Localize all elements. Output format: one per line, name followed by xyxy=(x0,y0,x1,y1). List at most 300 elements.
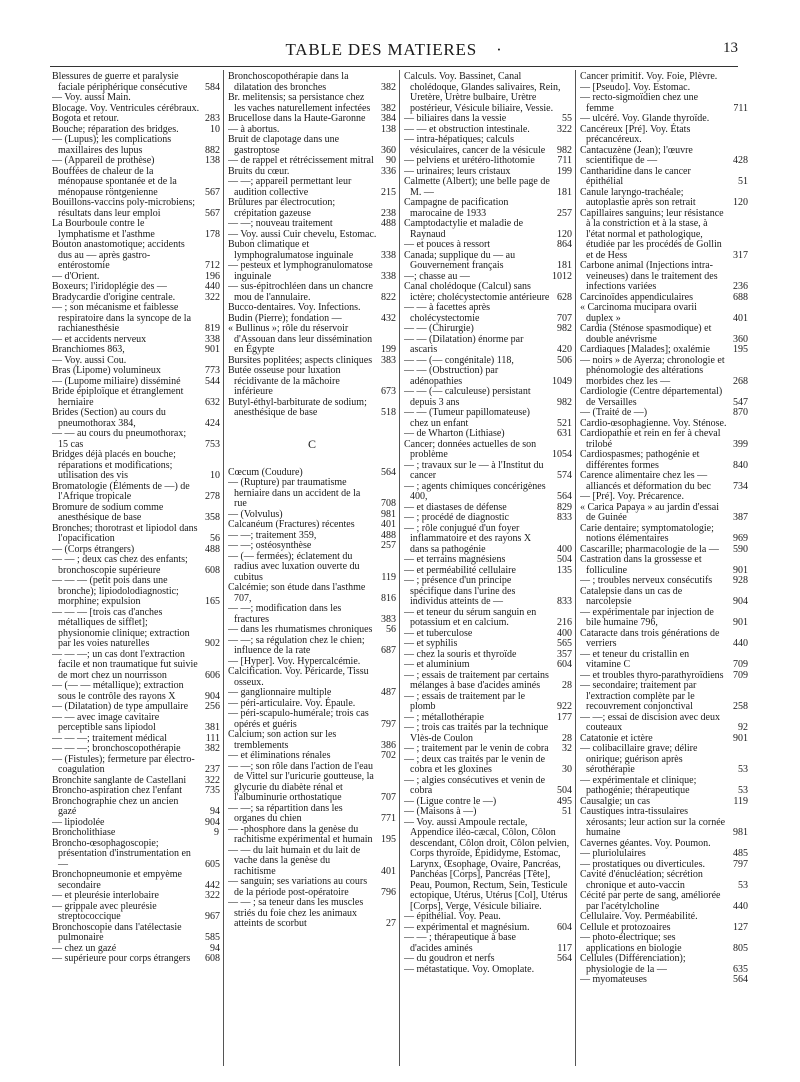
entry-text: — lipiodolée xyxy=(52,816,105,828)
index-entry xyxy=(580,587,748,608)
entry-text: Cardiopathie et rein en fer à cheval trilobé xyxy=(580,428,721,450)
entry-page-number: 712 xyxy=(205,260,220,271)
entry-page-number: 564 xyxy=(381,466,396,478)
index-entry xyxy=(404,461,572,482)
entry-text: — prostatiques ou diverticules. xyxy=(580,858,705,870)
index-entry xyxy=(404,723,572,744)
entry-text: Cœcum (Coudure) xyxy=(228,466,303,478)
entry-text: — et éliminations rénales xyxy=(228,750,331,761)
entry-page-number: 382 xyxy=(381,81,396,93)
index-entry xyxy=(228,135,396,156)
entry-page-number: 195 xyxy=(733,344,748,355)
entry-text: — ; traitement par le venin de cobra xyxy=(404,743,549,754)
index-entry xyxy=(404,576,572,608)
index-entry xyxy=(404,366,572,387)
entry-text: Bridges déjà placés en bouche; réparations et modifications; utilisation des vis xyxy=(52,449,176,481)
index-entry xyxy=(52,450,220,482)
entry-page-number: 322 xyxy=(205,890,220,901)
index-entry xyxy=(52,650,220,682)
index-entry xyxy=(580,933,748,954)
entry-text: — — — (petit pois dans une bronche); lipiodolodiagnostic; morphine; expulsion xyxy=(52,575,179,607)
index-entry xyxy=(52,902,220,923)
entry-page-number: 901 xyxy=(733,617,748,628)
entry-text: — Voy. aussi Main. xyxy=(52,92,131,103)
index-entry xyxy=(228,636,396,657)
index-entry xyxy=(580,503,748,524)
index-entry xyxy=(404,755,572,776)
entry-page-number: 357 xyxy=(557,648,572,660)
entry-page-number: 544 xyxy=(205,375,220,387)
entry-text: Bouffées de chaleur de la ménopause spontanée et de la ménopause röntgenienne xyxy=(52,165,177,198)
entry-page-number: 400 xyxy=(557,627,572,639)
entry-page-number: 707 xyxy=(557,312,572,324)
entry-text: Bras (Lipome) volumineux xyxy=(52,365,161,376)
entry-text: — et pouces à ressort xyxy=(404,239,491,250)
entry-text: La Bourboule contre le lymphatisme et l'asthme xyxy=(52,218,155,240)
index-entry xyxy=(404,387,572,408)
entry-page-number: 564 xyxy=(557,491,572,502)
index-entry xyxy=(580,975,748,986)
entry-text: Calmette (Albert); une belle page de M. — xyxy=(404,176,550,198)
index-entry xyxy=(52,72,220,93)
entry-page-number: 278 xyxy=(205,491,220,502)
entry-page-number: 317 xyxy=(733,249,748,261)
entry-text: — — (— congénitale) 118, xyxy=(404,354,514,366)
entry-text: Calculs. Voy. Bassinet, Canal cholédoque, Glandes salivaires, Rein, Uretère, Urètre bulbaire, Urètre postérieur, Vésicule biliaire, Vessie. xyxy=(404,72,561,114)
entry-text: — ; troubles nerveux consécutifs xyxy=(580,575,713,586)
entry-text: — expérimentale par injection de bile humaine 796, xyxy=(580,606,714,628)
index-entry xyxy=(580,524,748,545)
entry-text: — — (Obstruction) par adénopathies xyxy=(404,365,499,387)
entry-text: Cellulaire. Voy. Perméabilité. xyxy=(580,911,698,922)
index-entry xyxy=(580,471,748,492)
entry-text: Cantacuzène (Jean); l'œuvre scientifique de — xyxy=(580,144,693,166)
entry-text: Boxeurs; l'iridoplégie des — xyxy=(52,281,167,292)
index-entry xyxy=(228,667,396,688)
entry-page-number: 30 xyxy=(562,764,572,775)
entry-page-number: 268 xyxy=(733,375,748,387)
entry-text: — —; sa régulation chez le chien; influence de la rate xyxy=(228,634,365,656)
entry-page-number: 90 xyxy=(386,155,396,166)
index-entry xyxy=(404,692,572,713)
entry-page-number: 488 xyxy=(205,543,220,555)
entry-text: Cardiologie (Centre départemental) de Versailles xyxy=(580,386,723,408)
index-entry xyxy=(52,503,220,524)
index-entry xyxy=(580,429,748,450)
entry-text: Cardia (Sténose spasmodique) et double anévrisme xyxy=(580,323,712,345)
index-entry xyxy=(228,825,396,846)
entry-page-number: 487 xyxy=(381,687,396,698)
entry-page-number: 796 xyxy=(381,886,396,898)
entry-page-number: 702 xyxy=(381,750,396,761)
entry-text: — (Dilatation) de type ampullaire xyxy=(52,701,189,712)
entry-page-number: 51 xyxy=(738,176,748,187)
entry-page-number: 53 xyxy=(738,879,748,891)
entry-text: — myomateuses xyxy=(580,974,647,985)
entry-page-number: 199 xyxy=(381,344,396,355)
entry-text: Br. melitensis; sa persistance chez les vaches naturellement infectées xyxy=(228,92,371,114)
entry-page-number: 381 xyxy=(205,722,220,733)
entry-text: Brûlures par électrocution; crépitation gazeuse xyxy=(228,197,336,219)
entry-page-number: 27 xyxy=(386,918,396,929)
index-entry xyxy=(52,713,220,734)
entry-text: Bogota et retour. xyxy=(52,113,119,124)
index-entry xyxy=(580,93,748,114)
entry-page-number: 564 xyxy=(557,953,572,964)
index-entry xyxy=(404,608,572,629)
entry-text: — —; sa répartition dans les organes du chien xyxy=(228,802,343,824)
entry-text: Canule laryngo-trachéale; autoplastie après son retrait xyxy=(580,186,696,208)
entry-text: — —; ostéosynthèse xyxy=(228,540,312,551)
index-entry xyxy=(228,898,396,930)
entry-page-number: 771 xyxy=(381,813,396,824)
index-entry xyxy=(404,671,572,692)
entry-text: — supérieure pour corps étrangers xyxy=(52,953,191,964)
entry-page-number: 120 xyxy=(733,197,748,208)
index-entry xyxy=(52,923,220,944)
entry-text: — —; essai de discision avec deux couteaux xyxy=(580,711,720,733)
index-entry xyxy=(228,478,396,510)
entry-page-number: 440 xyxy=(733,900,748,912)
entry-page-number: 1049 xyxy=(552,375,572,387)
entry-page-number: 442 xyxy=(205,879,220,891)
entry-text: Cancer; données actuelles de son problème xyxy=(404,438,537,460)
entry-text: — —; son rôle dans l'action de l'eau de Vittel sur l'uricurie goutteuse, la glycurie du diabète rénal et l'albuminurie orthostatique xyxy=(228,760,374,803)
index-entry xyxy=(228,604,396,625)
index-entry xyxy=(228,552,396,584)
entry-text: Budin (Pierre); fondation — xyxy=(228,312,342,324)
entry-text: Butyl-éthyl-barbiturate de sodium; anesthésique de base xyxy=(228,396,367,418)
index-entry xyxy=(404,818,572,913)
entry-page-number: 336 xyxy=(381,165,396,177)
entry-page-number: 819 xyxy=(205,323,220,334)
section-letter: C xyxy=(307,436,316,451)
index-entry xyxy=(228,762,396,804)
entry-page-number: 969 xyxy=(733,533,748,544)
index-column-4 xyxy=(580,72,748,986)
entry-page-number: 138 xyxy=(381,123,396,135)
entry-page-number: 432 xyxy=(381,312,396,324)
index-entry xyxy=(404,408,572,429)
entry-page-number: 604 xyxy=(557,921,572,933)
index-entry xyxy=(52,219,220,240)
entry-text: — ; procédé de diagnostic xyxy=(404,512,509,523)
entry-page-number: 982 xyxy=(557,396,572,408)
entry-page-number: 711 xyxy=(733,102,748,114)
entry-text: Cancer primitif. Voy. Foie, Plèvre. xyxy=(580,72,718,82)
entry-page-number: 753 xyxy=(205,438,220,450)
entry-text: Cancéreux [Pré]. Voy. États précancéreux. xyxy=(580,123,691,145)
entry-page-number: 864 xyxy=(557,239,572,250)
entry-page-number: 32 xyxy=(562,743,572,754)
index-entry xyxy=(580,744,748,776)
index-entry xyxy=(228,177,396,198)
entry-text: Butée osseuse pour luxation récidivante de la mâchoire inférieure xyxy=(228,365,341,397)
page-title xyxy=(50,40,738,60)
entry-text: Calcanéum (Fractures) récentes xyxy=(228,519,355,530)
entry-text: — ganglionnaire multiple xyxy=(228,687,332,698)
entry-page-number: 258 xyxy=(733,701,748,712)
entry-text: — (Rupture) par traumatisme herniaire dans un accident de la rue xyxy=(228,477,361,509)
entry-page-number: 504 xyxy=(557,554,572,565)
entry-page-number: 51 xyxy=(562,806,572,817)
entry-text: — ; rôle conjugué d'un foyer inflammatoire et des rayons X dans sa pathogénie xyxy=(404,522,532,555)
entry-page-number: 322 xyxy=(557,123,572,135)
index-entry xyxy=(580,608,748,629)
entry-page-number: 215 xyxy=(381,186,396,198)
index-entry xyxy=(228,846,396,878)
entry-text: Castration dans la grossesse et folliculine xyxy=(580,554,702,576)
entry-text: — —; traitement 359, xyxy=(228,529,317,541)
entry-page-number: 10 xyxy=(210,470,220,481)
index-entry xyxy=(52,240,220,272)
index-entry xyxy=(580,209,748,262)
entry-text: « Bullinus »; rôle du réservoir d'Assouan dans leur dissémination en Égypte xyxy=(228,323,373,355)
entry-text: Cataracte dans trois générations de verriers xyxy=(580,627,720,649)
entry-page-number: 420 xyxy=(557,344,572,355)
entry-text: — — à facettes après cholécystectomie xyxy=(404,302,491,324)
index-entry xyxy=(580,146,748,167)
entry-page-number: 734 xyxy=(733,480,748,492)
entry-text: Campagne de pacification marocaine de 1933 xyxy=(404,197,509,219)
entry-page-number: 816 xyxy=(381,592,396,604)
entry-page-number: 383 xyxy=(381,354,396,366)
entry-page-number: 400 xyxy=(557,543,572,555)
entry-page-number: 382 xyxy=(381,102,396,114)
index-entry xyxy=(52,408,220,429)
index-entry xyxy=(52,135,220,156)
index-entry xyxy=(580,167,748,188)
entry-text: — — ; deux cas chez des enfants; bronchoscopie supérieure xyxy=(52,554,188,576)
entry-text: — ; essais de traitement par le plomb xyxy=(404,690,526,712)
entry-page-number: 901 xyxy=(205,344,220,355)
index-entry xyxy=(52,755,220,776)
index-column-2 xyxy=(228,72,396,930)
entry-text: — et terrains magnésiens xyxy=(404,554,506,565)
entry-text: — ; travaux sur le — à l'Institut du cancer xyxy=(404,459,544,481)
entry-text: — (Maisons à —) xyxy=(404,806,477,817)
entry-text: Carie dentaire; symptomatologie; notions élémentaires xyxy=(580,522,714,544)
entry-page-number: 635 xyxy=(733,963,748,975)
entry-page-number: 735 xyxy=(205,785,220,796)
index-entry xyxy=(580,188,748,209)
entry-page-number: 10 xyxy=(210,123,220,135)
index-entry xyxy=(580,356,748,388)
entry-page-number: 608 xyxy=(205,564,220,576)
entry-text: — ; agents chimiques concérigènes 400, xyxy=(404,480,546,502)
entry-page-number: 119 xyxy=(381,571,396,583)
index-entry xyxy=(52,839,220,871)
entry-text: —; chasse au — xyxy=(404,270,470,282)
index-entry xyxy=(52,608,220,650)
entry-page-number: 585 xyxy=(205,932,220,943)
entry-page-number: 238 xyxy=(381,207,396,219)
entry-page-number: 688 xyxy=(733,291,748,303)
entry-page-number: 199 xyxy=(557,165,572,177)
entry-text: — et syphilis xyxy=(404,638,458,649)
entry-text: — biliaires dans la vessie xyxy=(404,113,507,124)
entry-page-number: 632 xyxy=(205,396,220,408)
entry-text: — Voy. aussi Ampoule rectale, Appendice iléo-cæcal, Côlon, Côlon descendant, Côlon droit, Côlon pelvien, Corps thyroïde, Épididyme, Estomac, Larynx, Œsophage, Ovaire, Pancréas, Panchéas [Corps], Pancréas [Tête], Peau, Poumon, Rectum, Sein, Testicule ectopique, Utérus, Utérus [Col], Utérus [Corps], Verge, Vésicule biliaire. xyxy=(404,816,570,912)
index-entry xyxy=(228,398,396,419)
entry-text: — et teneur du cristallin en vitamine C xyxy=(580,648,690,670)
entry-page-number: 901 xyxy=(733,564,748,576)
entry-page-number: 138 xyxy=(205,155,220,166)
entry-text: Cécité par perte de sang, améliorée par l'acétylcholine xyxy=(580,890,721,912)
entry-text: Carence alimentaire chez les — alliancés et déformation du bec xyxy=(580,470,711,492)
entry-page-number: 797 xyxy=(381,718,396,730)
entry-text: — et diastases de défense xyxy=(404,501,507,513)
index-entry xyxy=(580,629,748,650)
index-entry xyxy=(228,72,396,93)
index-entry xyxy=(228,804,396,825)
entry-page-number: 428 xyxy=(733,155,748,166)
entry-text: Cellules (Différenciation); physiologie de la — xyxy=(580,953,686,975)
index-entry xyxy=(404,251,572,272)
entry-text: — d'Orient. xyxy=(52,270,100,282)
entry-text: — métastatique. Voy. Omoplate. xyxy=(404,963,535,975)
entry-text: — dans les rhumatismes chroniques xyxy=(228,624,373,635)
entry-text: — et accidents nerveux xyxy=(52,333,147,345)
entry-text: « Carcinoma mucipara ovarii duplex » xyxy=(580,302,697,324)
entry-page-number: 360 xyxy=(733,333,748,345)
entry-text: — pesteux et lymphogranulomatose inguinale xyxy=(228,260,373,282)
entry-text: — — ; sa teneur dans les muscles striés du foie chez les animaux atteints de scorbut xyxy=(228,897,364,929)
entry-page-number: 488 xyxy=(381,529,396,541)
entry-page-number: 9 xyxy=(214,827,219,838)
entry-text: — sus-épitrochléen dans un chancre mou de l'annulaire. xyxy=(228,281,373,303)
entry-page-number: 386 xyxy=(381,739,396,751)
entry-text: Branchiomes 863, xyxy=(52,344,125,355)
entry-page-number: 904 xyxy=(733,596,748,607)
entry-page-number: 237 xyxy=(205,764,220,775)
index-entry xyxy=(404,482,572,503)
entry-text: Broncho-aspiration chez l'enfant xyxy=(52,785,183,796)
entry-text: Bubon climatique et lymphogralumatose inguinale xyxy=(228,239,354,261)
entry-text: Bouillons-vaccins poly-microbiens; résultats dans leur emploi xyxy=(52,197,196,219)
index-entry xyxy=(228,261,396,282)
entry-text: Bromatologie (Éléments de —) de l'Afrique tropicale xyxy=(52,480,190,502)
entry-text: Cellule et protozoaires xyxy=(580,921,671,933)
entry-text: — chez la souris et thyroïde xyxy=(404,648,517,660)
entry-page-number: 574 xyxy=(557,470,572,481)
entry-page-number: 673 xyxy=(381,386,396,397)
index-entry xyxy=(228,709,396,730)
entry-page-number: 504 xyxy=(557,785,572,796)
entry-text: — Voy. aussi Cou. xyxy=(52,354,127,366)
entry-text: — — au cours du pneumothorax; 15 cas xyxy=(52,428,187,450)
index-entry xyxy=(404,198,572,219)
entry-text: Catatonie et ictère xyxy=(580,732,653,744)
entry-text: Bronchopneumonie et empyème secondaire xyxy=(52,869,182,891)
entry-text: — et tuberculose xyxy=(404,627,473,639)
entry-page-number: 94 xyxy=(210,806,220,817)
index-entry xyxy=(404,440,572,461)
entry-page-number: 805 xyxy=(733,942,748,954)
entry-text: — intra-hépatiques; calculs vésiculaires, cancer de la vésicule xyxy=(404,134,546,156)
entry-page-number: 236 xyxy=(733,281,748,292)
entry-text: — —; appareil permettant leur audition collective xyxy=(228,176,352,198)
index-entry xyxy=(52,555,220,576)
index-column-3 xyxy=(404,72,572,975)
entry-text: Cavité d'énucléation; sécrétion chronique et auto-vaccin xyxy=(580,869,703,891)
entry-text: Bronchite sanglante de Castellani xyxy=(52,774,187,786)
entry-text: — pelviens et urétéro-lithotomie xyxy=(404,155,535,166)
entry-text: — ; algies consécutives et venin de cobra xyxy=(404,774,546,796)
index-entry xyxy=(404,219,572,240)
entry-page-number: 628 xyxy=(557,291,572,303)
index-entry xyxy=(52,576,220,608)
entry-text: — — (Tumeur papillomateuse) chez un enfant xyxy=(404,407,531,429)
index-entry xyxy=(580,261,748,293)
entry-text: Bradycardie d'origine centrale. xyxy=(52,291,176,303)
entry-page-number: 384 xyxy=(381,113,396,124)
index-entry xyxy=(580,125,748,146)
index-entry xyxy=(580,954,748,975)
entry-page-number: 119 xyxy=(733,795,748,807)
entry-text: — ; essais de traitement par certains mélanges à base d'acides aminés xyxy=(404,669,549,691)
entry-text: — colibacillaire grave; délire onirique; guérison après sérothérapie xyxy=(580,743,698,775)
entry-text: — (Corps étrangers) xyxy=(52,543,135,555)
entry-page-number: 902 xyxy=(205,638,220,649)
entry-page-number: 401 xyxy=(733,312,748,324)
entry-page-number: 608 xyxy=(205,953,220,964)
entry-text: — ; trois cas traités par la technique Vlès-de Coulon xyxy=(404,722,549,744)
entry-text: — (Appareil de prothèse) xyxy=(52,155,155,166)
index-entry xyxy=(404,303,572,324)
entry-page-number: 424 xyxy=(205,417,220,429)
index-entry xyxy=(52,429,220,450)
entry-text: — — (— calculeuse) persistant depuis 3 ans xyxy=(404,386,531,408)
entry-page-number: 982 xyxy=(557,144,572,156)
entry-text: Bouche; réparation des bridges. xyxy=(52,123,179,135)
entry-text: Brides (Section) au cours du pneumothorax 384, xyxy=(52,407,166,429)
index-entry xyxy=(228,366,396,398)
entry-page-number: 256 xyxy=(205,701,220,712)
index-entry xyxy=(404,524,572,556)
entry-page-number: 565 xyxy=(557,638,572,649)
entry-text: — et troubles thyro-parathyroïdiens xyxy=(580,669,724,681)
entry-page-number: 521 xyxy=(557,417,572,429)
entry-page-number: 829 xyxy=(557,501,572,513)
entry-page-number: 28 xyxy=(562,732,572,744)
entry-text: Bronchographie chez un ancien gazé xyxy=(52,795,179,817)
index-entry xyxy=(580,324,748,345)
entry-text: — — —; un cas dont l'extraction facile et non traumatique fut suivie de mort chez un nourrisson xyxy=(52,648,198,681)
index-entry xyxy=(404,177,572,198)
entry-page-number: 922 xyxy=(557,701,572,712)
entry-page-number: 882 xyxy=(205,144,220,156)
entry-text: — noirs » de Ayerza; chronologie et phénomologie des altérations morbides chez les — xyxy=(580,354,725,387)
entry-page-number: 547 xyxy=(733,396,748,408)
entry-page-number: 322 xyxy=(205,291,220,303)
entry-text: — et pleurésie interlobaire xyxy=(52,890,159,901)
entry-page-number: 338 xyxy=(381,249,396,261)
index-entry xyxy=(52,387,220,408)
entry-page-number: 708 xyxy=(381,498,396,509)
index-entry xyxy=(52,681,220,702)
entry-text: — urinaires; leurs cristaux xyxy=(404,165,511,177)
entry-text: Bruits du cœur. xyxy=(228,165,290,177)
entry-text: — et perméabilité cellulaire xyxy=(404,564,516,576)
entry-page-number: 1012 xyxy=(552,270,572,282)
entry-page-number: 605 xyxy=(205,858,220,870)
entry-text: Bride épiploïque et étranglement herniaire xyxy=(52,386,184,408)
entry-page-number: 928 xyxy=(733,575,748,586)
entry-text: — et aluminium xyxy=(404,659,470,670)
entry-text: Bromure de sodium comme anesthésique de base xyxy=(52,501,164,523)
entry-text: — pluriolulaires xyxy=(580,848,646,859)
